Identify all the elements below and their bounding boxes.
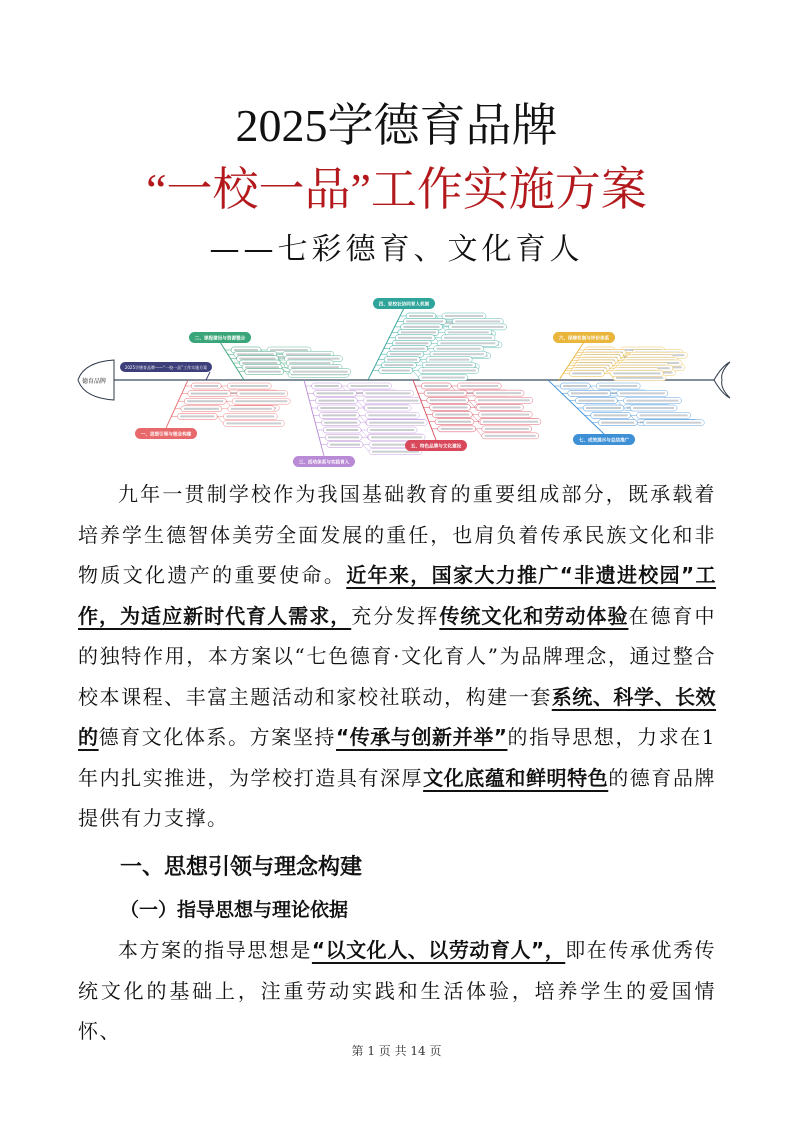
fish-head-label: 德育品牌	[81, 378, 107, 385]
ideology-text: 本方案的指导思想是	[118, 938, 312, 962]
branch-node-1	[135, 428, 197, 439]
page-footer: 第 1 页 共 14 页	[351, 1044, 442, 1058]
document-title-line2: “一校一品”工作实施方案	[146, 164, 647, 215]
branch-node-7	[573, 434, 635, 445]
svg-text:一、思想引领与理念构建: 一、思想引领与理念构建	[140, 432, 192, 438]
section-heading-1: 一、思想引领与理念构建	[120, 855, 363, 880]
intro-emphasis: 文化底蕴和鲜明特色	[423, 765, 609, 790]
svg-text:五、特色品牌与文化建设: 五、特色品牌与文化建设	[410, 444, 462, 450]
guiding-ideology-paragraph	[78, 930, 716, 1052]
branch-node-4	[373, 298, 435, 309]
intro-text: 的指导思想，力求在1年内扎实推进，为学校打造具有深厚	[78, 725, 717, 790]
svg-text:七、成效展示与总结推广: 七、成效展示与总结推广	[578, 438, 630, 444]
fishbone-mindmap	[74, 288, 734, 468]
intro-text: 德育文化体系。方案坚持	[98, 725, 336, 749]
subsection-heading-1: （一）指导思想与理论依据	[120, 899, 349, 921]
intro-text: 九年一贯制学校作为我国基础教育的重要组成部分，既承载着培养学生德智体美劳全面发展的重任，也肩负着传承民族文化和非物质文化遗产的重要使命。	[78, 482, 716, 587]
svg-text:三、活动体系与实践育人: 三、活动体系与实践育人	[298, 460, 350, 466]
intro-text: 的德育品牌提供有力支撑。	[78, 765, 717, 830]
branch-node-6	[553, 332, 615, 343]
document-subtitle: ——七彩德育、文化育人	[209, 232, 584, 267]
svg-text:四、家校社协同育人机制: 四、家校社协同育人机制	[378, 302, 430, 308]
svg-text:六、保障机制与评价体系: 六、保障机制与评价体系	[558, 336, 610, 342]
fish-tail-icon	[714, 362, 730, 398]
intro-emphasis: 近年来，国家大力推广“非遗进校园”工作，为适应新时代育人需求，	[78, 563, 717, 628]
branch-node-3	[293, 456, 355, 467]
intro-text: 在德育中的独特作用，本方案以“七色德育·文化育人”为品牌理念，通过整合校本课程、丰富主题活动和家校社联动，构建一套	[78, 603, 717, 709]
ideology-text: 即在传承优秀传统文化的基础上，注重劳动实践和生活体验，培养学生的爱国情怀、	[78, 938, 717, 1043]
intro-emphasis: “传承与创新并举”	[336, 725, 508, 749]
ideology-emphasis: “以文化人、以劳动育人”，	[311, 938, 566, 962]
intro-emphasis: 传统文化和劳动体验	[439, 603, 629, 628]
branch-node-2	[189, 332, 251, 343]
branch-node-5	[405, 440, 467, 451]
intro-text: 充分发挥	[351, 603, 440, 628]
svg-text:二、课程建设与资源整合: 二、课程建设与资源整合	[194, 336, 246, 342]
svg-text:2025学德育品牌——“一校一品”工作实施方案: 2025学德育品牌——“一校一品”工作实施方案	[124, 365, 208, 370]
intro-emphasis: 系统、科学、长效的	[78, 684, 717, 749]
document-title-line1: 2025学德育品牌	[235, 100, 558, 151]
intro-paragraph	[78, 474, 716, 839]
